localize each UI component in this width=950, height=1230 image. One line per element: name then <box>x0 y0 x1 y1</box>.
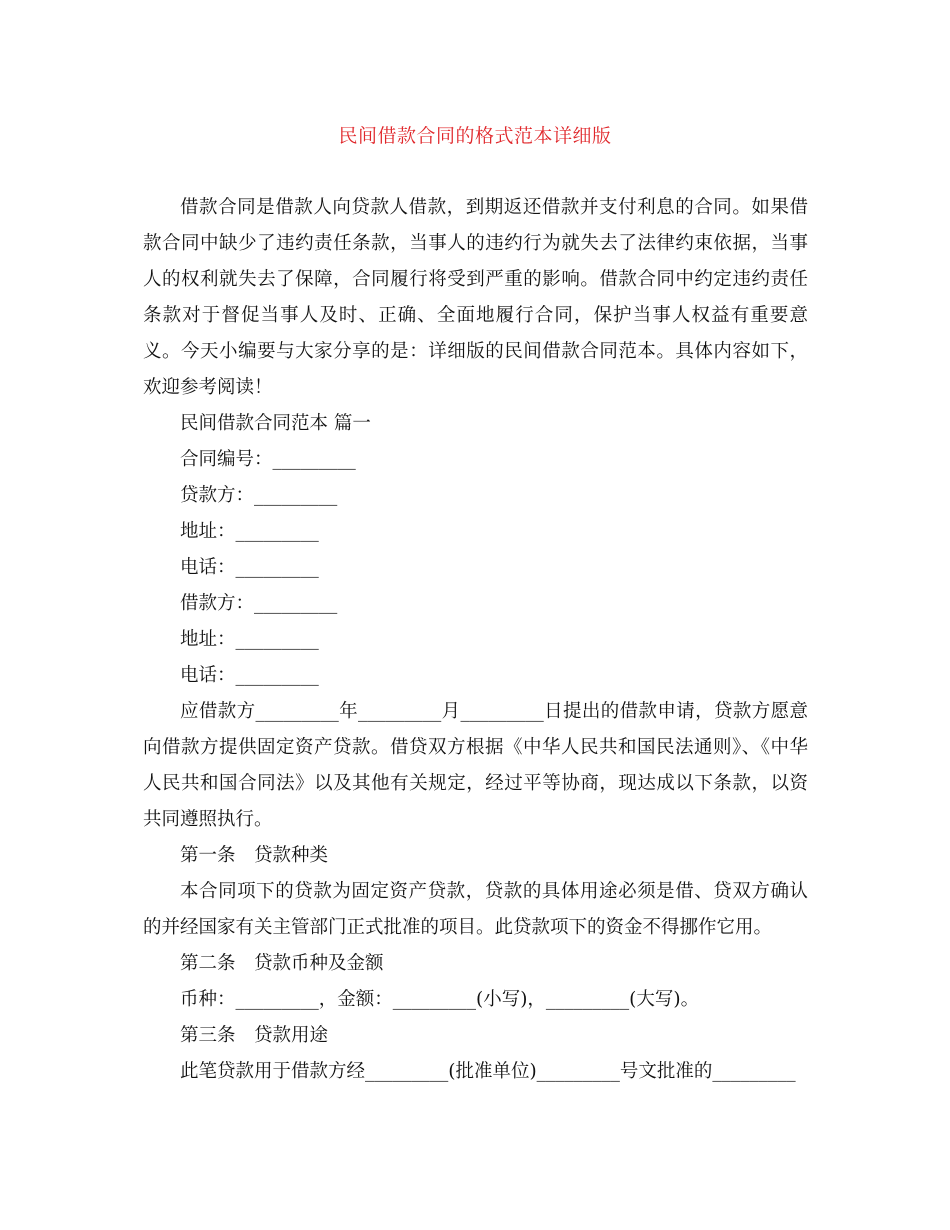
borrower-field: 借款方：_________ <box>180 593 338 614</box>
lender-address-field: 地址：_________ <box>180 521 319 542</box>
borrower-phone-field: 电话：_________ <box>180 665 319 686</box>
article-two-heading: 第二条 贷款币种及金额 <box>180 953 384 974</box>
lender-phone-field: 电话：_________ <box>180 557 319 578</box>
section-heading-part-one: 民间借款合同范本 篇一 <box>180 413 371 434</box>
currency-amount-field: 币种：_________，金额：_________(小写)，_________(大写)。 <box>180 989 700 1010</box>
document-body <box>143 190 808 1090</box>
contract-number-field: 合同编号：_________ <box>180 449 356 470</box>
loan-purpose-paragraph: 此笔贷款用于借款方经_________(批准单位)_________号文批准的_________ <box>180 1061 796 1082</box>
preamble-paragraph: 应借款方_________年_________月_________日提出的借款申请，贷款方愿意向借款方提供固定资产贷款。借贷双方根据《中华人民共和国民法通则》、《中华人民共和国合同法》以及其他有关规定，经过平等协商，现达成以下条款，以资共同遵照执行。 <box>143 701 808 830</box>
borrower-address-field: 地址：_________ <box>180 629 319 650</box>
lender-field: 贷款方：_________ <box>180 485 338 506</box>
article-three-heading: 第三条 贷款用途 <box>180 1025 329 1046</box>
intro-paragraph: 借款合同是借款人向贷款人借款，到期返还借款并支付利息的合同。如果借款合同中缺少了违约责任条款，当事人的违约行为就失去了法律约束依据，当事人的权利就失去了保障，合同履行将受到严重的影响。借款合同中约定违约责任条款对于督促当事人及时、正确、全面地履行合同，保护当事人权益有重要意义。今天小编要与大家分享的是：详细版的民间借款合同范本。具体内容如下，欢迎参考阅读！ <box>143 197 808 398</box>
article-one-paragraph: 本合同项下的贷款为固定资产贷款，贷款的具体用途必须是借、贷双方确认的并经国家有关主管部门正式批准的项目。此贷款项下的资金不得挪作它用。 <box>143 881 808 938</box>
article-one-heading: 第一条 贷款种类 <box>180 845 329 866</box>
document-title: 民间借款合同的格式范本详细版 <box>338 125 612 147</box>
